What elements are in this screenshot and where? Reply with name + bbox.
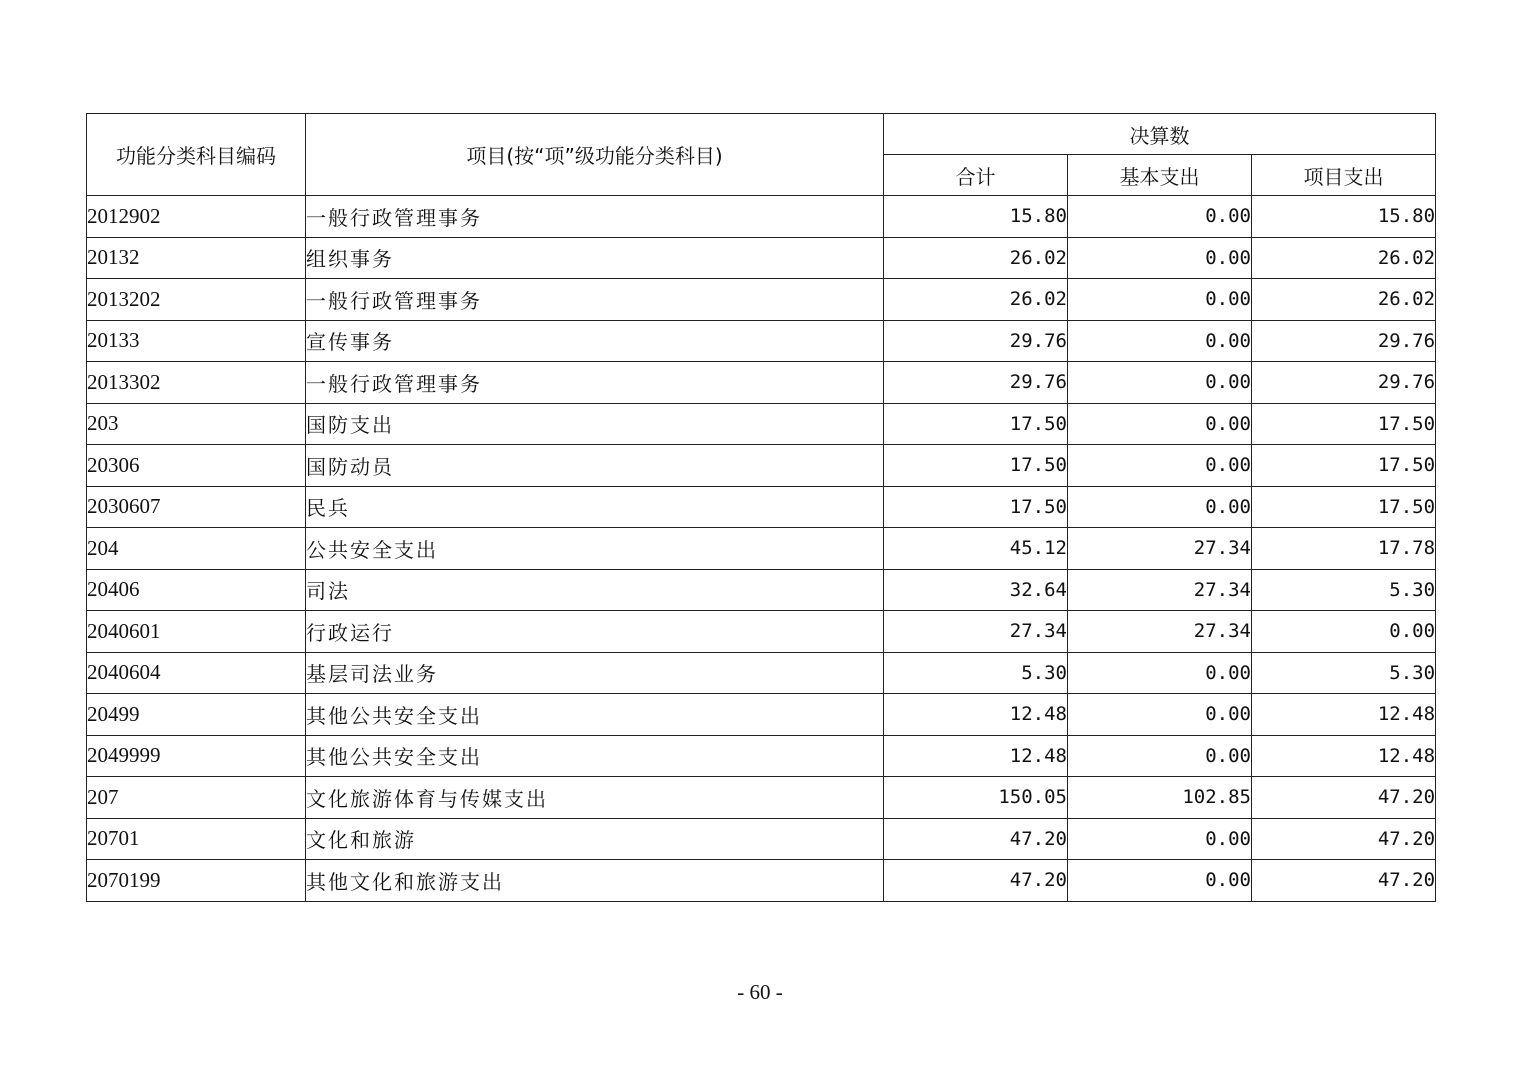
- basic-cell: 0.00: [1068, 652, 1252, 694]
- table-row: [87, 279, 1436, 321]
- basic-cell: 0.00: [1068, 320, 1252, 362]
- basic-cell: 27.34: [1068, 569, 1252, 611]
- code-cell: 203: [87, 403, 306, 445]
- name-cell: 文化旅游体育与传媒支出: [306, 777, 884, 819]
- table-row: [87, 694, 1436, 736]
- table-header: [87, 114, 1436, 196]
- project-cell: 17.78: [1252, 528, 1436, 570]
- basic-cell: 0.00: [1068, 196, 1252, 238]
- table-row: [87, 320, 1436, 362]
- name-cell: 其他公共安全支出: [306, 694, 884, 736]
- project-cell: 17.50: [1252, 486, 1436, 528]
- code-cell: 20701: [87, 818, 306, 860]
- total-cell: 45.12: [884, 528, 1068, 570]
- code-cell: 2049999: [87, 735, 306, 777]
- table-row: [87, 362, 1436, 404]
- code-cell: 2030607: [87, 486, 306, 528]
- name-cell: 一般行政管理事务: [306, 196, 884, 238]
- code-cell: 20499: [87, 694, 306, 736]
- project-cell: 12.48: [1252, 735, 1436, 777]
- code-cell: 2040601: [87, 611, 306, 653]
- table-row: [87, 445, 1436, 487]
- basic-cell: 0.00: [1068, 362, 1252, 404]
- total-cell: 17.50: [884, 445, 1068, 487]
- table-row: [87, 818, 1436, 860]
- name-cell: 组织事务: [306, 237, 884, 279]
- total-cell: 32.64: [884, 569, 1068, 611]
- name-cell: 司法: [306, 569, 884, 611]
- name-cell: 文化和旅游: [306, 818, 884, 860]
- basic-cell: 0.00: [1068, 735, 1252, 777]
- code-cell: 2070199: [87, 860, 306, 902]
- code-cell: 20406: [87, 569, 306, 611]
- basic-cell: 102.85: [1068, 777, 1252, 819]
- basic-cell: 0.00: [1068, 818, 1252, 860]
- total-cell: 26.02: [884, 237, 1068, 279]
- project-cell: 5.30: [1252, 569, 1436, 611]
- table-row: [87, 528, 1436, 570]
- name-cell: 民兵: [306, 486, 884, 528]
- basic-cell: 0.00: [1068, 403, 1252, 445]
- project-cell: 15.80: [1252, 196, 1436, 238]
- total-cell: 12.48: [884, 735, 1068, 777]
- table-row: [87, 611, 1436, 653]
- name-cell: 公共安全支出: [306, 528, 884, 570]
- project-cell: 29.76: [1252, 320, 1436, 362]
- code-cell: 2013302: [87, 362, 306, 404]
- project-cell: 26.02: [1252, 237, 1436, 279]
- table-row: [87, 196, 1436, 238]
- header-item: 项目(按“项”级功能分类科目): [306, 114, 884, 196]
- code-cell: 207: [87, 777, 306, 819]
- project-cell: 47.20: [1252, 818, 1436, 860]
- project-cell: 12.48: [1252, 694, 1436, 736]
- table-body: [87, 196, 1436, 902]
- expenditure-table: [86, 113, 1436, 902]
- project-cell: 26.02: [1252, 279, 1436, 321]
- header-group: 决算数: [884, 114, 1436, 155]
- code-cell: 2013202: [87, 279, 306, 321]
- total-cell: 5.30: [884, 652, 1068, 694]
- header-total: 合计: [884, 155, 1068, 196]
- total-cell: 150.05: [884, 777, 1068, 819]
- name-cell: 其他公共安全支出: [306, 735, 884, 777]
- total-cell: 15.80: [884, 196, 1068, 238]
- code-cell: 20132: [87, 237, 306, 279]
- table-row: [87, 735, 1436, 777]
- basic-cell: 0.00: [1068, 486, 1252, 528]
- total-cell: 29.76: [884, 320, 1068, 362]
- name-cell: 宣传事务: [306, 320, 884, 362]
- project-cell: 47.20: [1252, 777, 1436, 819]
- name-cell: 一般行政管理事务: [306, 362, 884, 404]
- project-cell: 0.00: [1252, 611, 1436, 653]
- basic-cell: 27.34: [1068, 528, 1252, 570]
- total-cell: 26.02: [884, 279, 1068, 321]
- basic-cell: 27.34: [1068, 611, 1252, 653]
- header-code: 功能分类科目编码: [87, 114, 306, 196]
- header-project: 项目支出: [1252, 155, 1436, 196]
- project-cell: 17.50: [1252, 403, 1436, 445]
- total-cell: 47.20: [884, 818, 1068, 860]
- total-cell: 47.20: [884, 860, 1068, 902]
- project-cell: 5.30: [1252, 652, 1436, 694]
- header-basic: 基本支出: [1068, 155, 1252, 196]
- code-cell: 2012902: [87, 196, 306, 238]
- total-cell: 12.48: [884, 694, 1068, 736]
- project-cell: 29.76: [1252, 362, 1436, 404]
- page-number: - 60 -: [737, 980, 783, 1004]
- name-cell: 基层司法业务: [306, 652, 884, 694]
- basic-cell: 0.00: [1068, 237, 1252, 279]
- code-cell: 20306: [87, 445, 306, 487]
- table-row: [87, 777, 1436, 819]
- name-cell: 一般行政管理事务: [306, 279, 884, 321]
- table-row: [87, 486, 1436, 528]
- table-row: [87, 860, 1436, 902]
- basic-cell: 0.00: [1068, 445, 1252, 487]
- name-cell: 国防支出: [306, 403, 884, 445]
- total-cell: 17.50: [884, 403, 1068, 445]
- name-cell: 国防动员: [306, 445, 884, 487]
- total-cell: 29.76: [884, 362, 1068, 404]
- name-cell: 行政运行: [306, 611, 884, 653]
- basic-cell: 0.00: [1068, 279, 1252, 321]
- code-cell: 204: [87, 528, 306, 570]
- basic-cell: 0.00: [1068, 860, 1252, 902]
- table-row: [87, 237, 1436, 279]
- table-row: [87, 652, 1436, 694]
- code-cell: 20133: [87, 320, 306, 362]
- total-cell: 27.34: [884, 611, 1068, 653]
- table-row: [87, 403, 1436, 445]
- total-cell: 17.50: [884, 486, 1068, 528]
- name-cell: 其他文化和旅游支出: [306, 860, 884, 902]
- basic-cell: 0.00: [1068, 694, 1252, 736]
- code-cell: 2040604: [87, 652, 306, 694]
- table-row: [87, 569, 1436, 611]
- project-cell: 17.50: [1252, 445, 1436, 487]
- project-cell: 47.20: [1252, 860, 1436, 902]
